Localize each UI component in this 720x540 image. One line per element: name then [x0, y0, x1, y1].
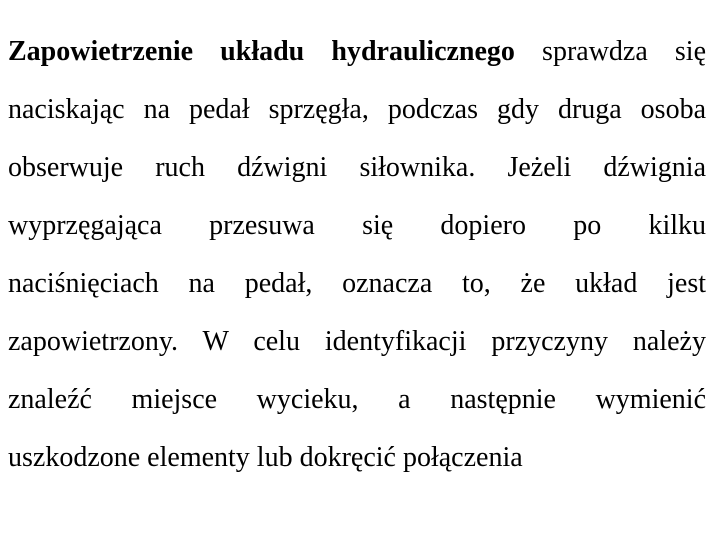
- paragraph-line-3: obserwuje ruch dźwigni siłownika. Jeżeli dźwignia: [8, 152, 706, 183]
- paragraph-line-7: znaleźć miejsce wycieku, a następnie wymienić: [8, 384, 706, 415]
- paragraph-bold-term: Zapowietrzenie układu hydraulicznego: [8, 36, 515, 67]
- paragraph-line-2: naciskając na pedał sprzęgła, podczas gdy druga osoba: [8, 94, 706, 125]
- paragraph-line-1-rest: sprawdza się: [514, 36, 706, 67]
- paragraph-line-5: naciśnięciach na pedał, oznacza to, że układ jest: [8, 268, 706, 299]
- paragraph-line-1: [8, 32, 706, 72]
- paragraph-line-4: wyprzęgająca przesuwa się dopiero po kilku: [8, 210, 706, 241]
- paragraph-line-8: uszkodzone elementy lub dokręcić połączenia: [8, 442, 523, 473]
- paragraph-line-6: zapowietrzony. W celu identyfikacji przyczyny należy: [8, 326, 706, 357]
